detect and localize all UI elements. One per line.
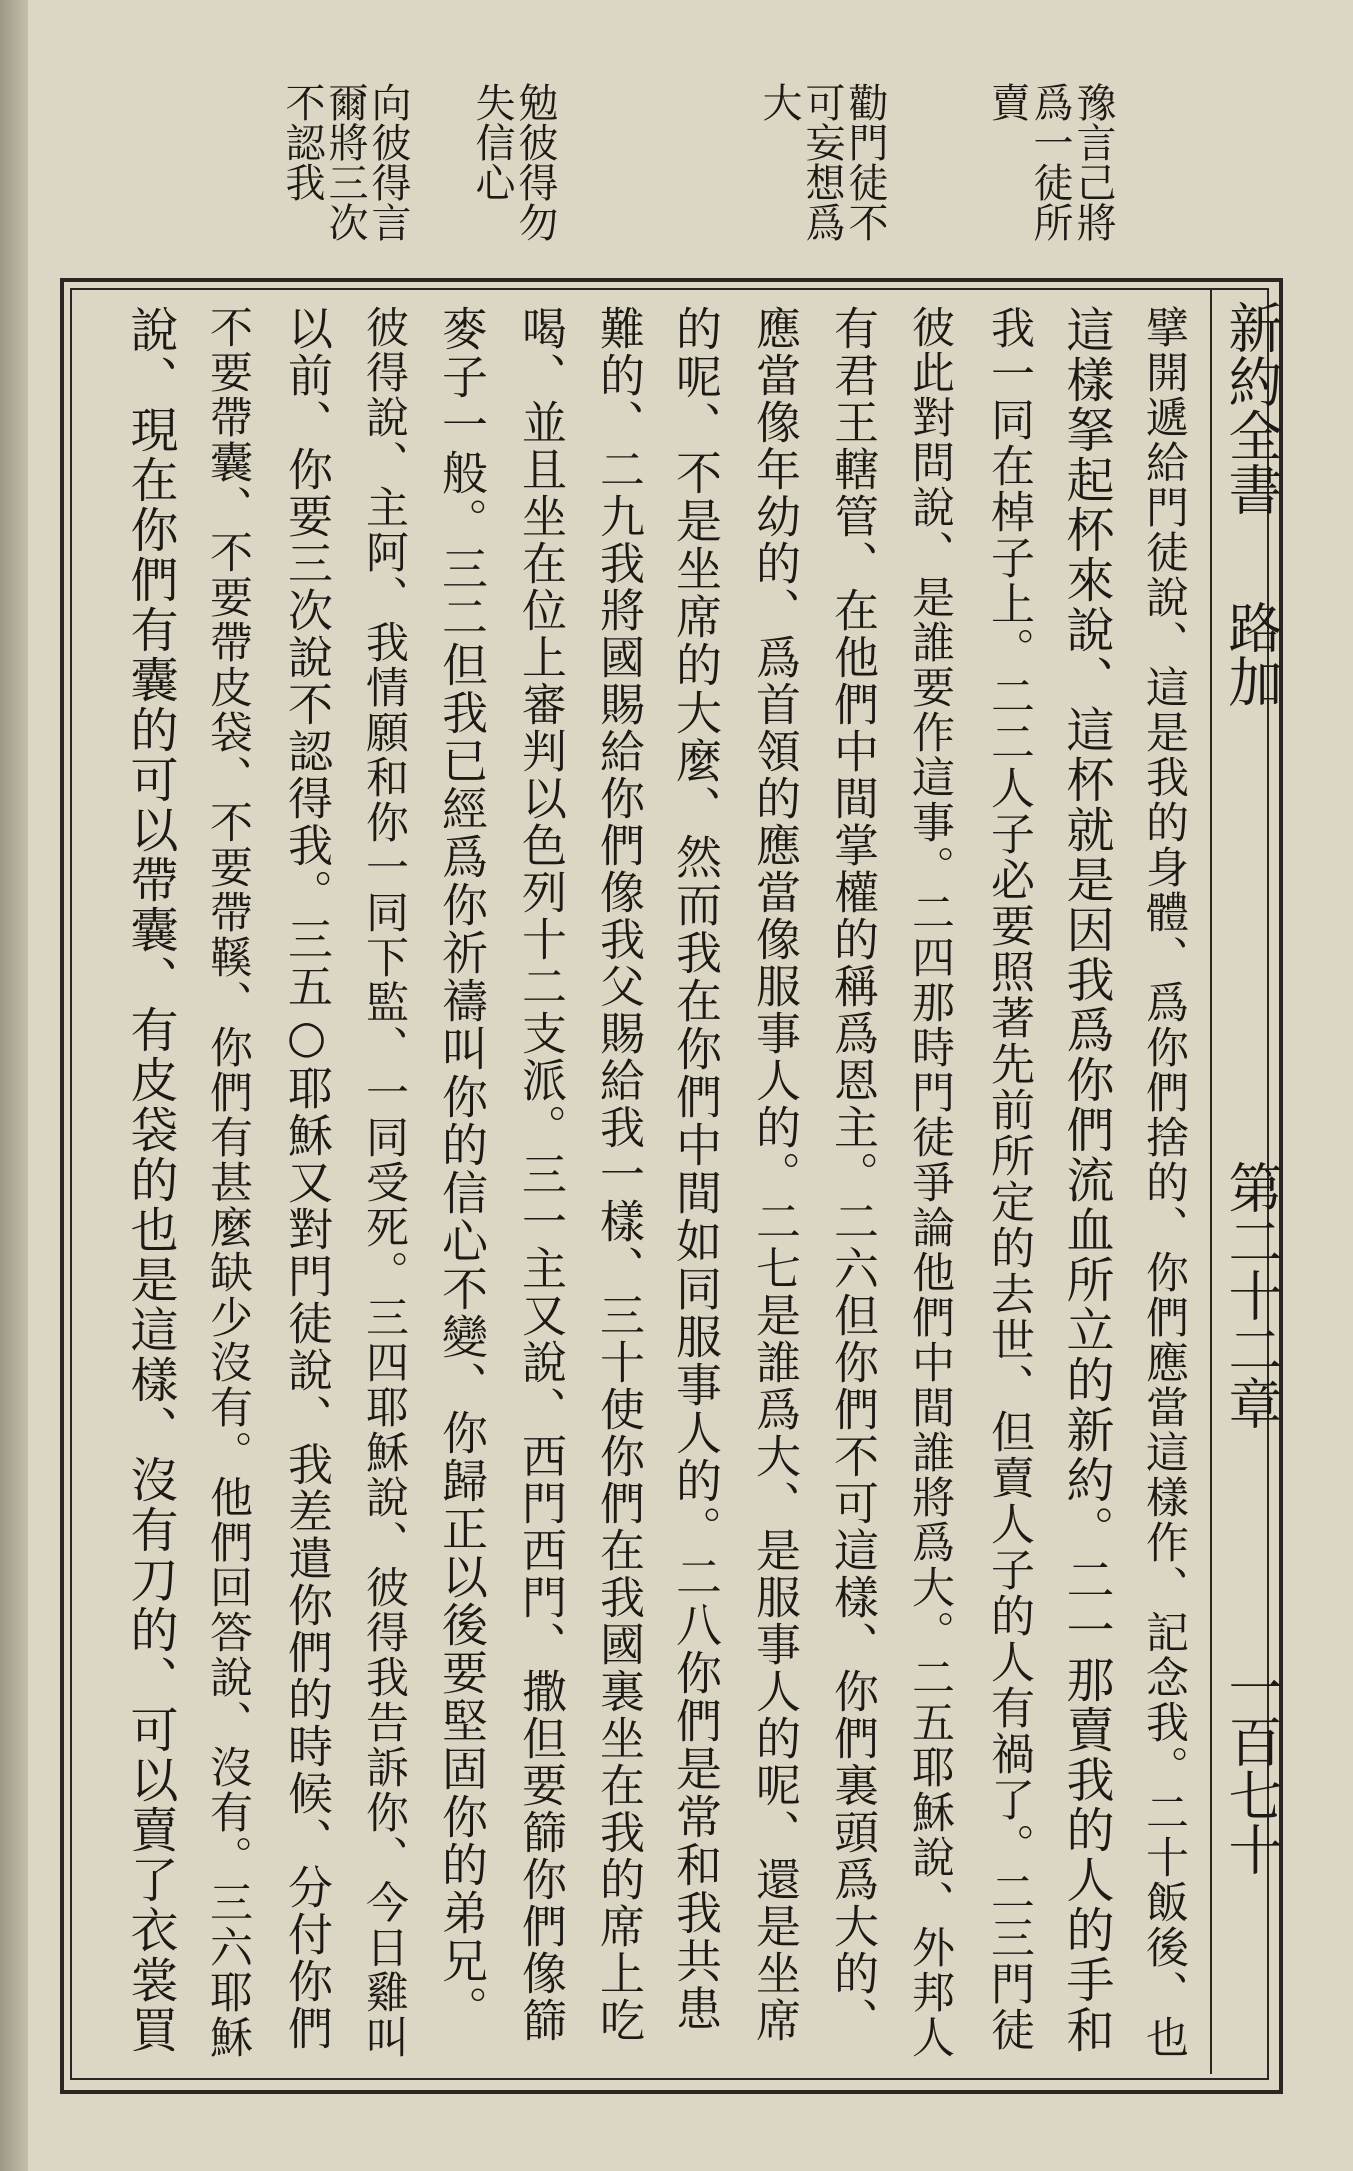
chapter-label: 第二十二章 [1220, 1160, 1283, 1430]
text-column: 以前、你要三次說不認得我。三五○耶穌又對門徒說、我差遣你們的時候、分付你們 [280, 305, 333, 2052]
text-column: 彼此對問說、是誰要作這事。二四那時門徒爭論他們中間誰將爲大。二五耶穌說、外邦人 [905, 305, 955, 2060]
marginal-note-line: 大 [756, 82, 802, 122]
marginal-note-line: 失信心 [469, 82, 515, 202]
text-column: 這樣拏起杯來說、這杯就是因我爲你們流血所立的新約。二一那賣我的人的手和 [1058, 305, 1114, 2055]
text-column: 我一同在棹子上。二二人子必要照著先前所定的去世、但賣人子的人有禍了。二三門徒 [983, 305, 1034, 2053]
text-column: 說、現在你們有囊的可以帶囊、有皮袋的也是這樣、沒有刀的、可以賣了衣裳買 [122, 305, 178, 2055]
marginal-note-line: 勸門徒不 [842, 82, 888, 242]
header-divider [1210, 290, 1212, 2074]
text-column: 難的、二九我將國賜給你們像我父賜給我一樣、三十使你們在我國裏坐在我的席上吃 [592, 305, 645, 2044]
text-column: 喝、並且坐在位上審判以色列十二支派。三一主又說、西門西門、撒但要篩你們像篩 [514, 305, 567, 2044]
marginal-note-line: 賣 [984, 82, 1030, 122]
body-text [95, 305, 1200, 2065]
text-column: 彼得說、主阿、我情願和你一同下監、一同受死。三四耶穌說、彼得我告訴你、今日雞叫 [359, 305, 409, 2060]
marginal-note-line: 勉彼得勿 [512, 82, 558, 242]
marginal-note [470, 82, 556, 282]
marginal-note-line: 向彼得言 [365, 82, 411, 242]
text-column: 應當像年幼的、爲首領的應當像服事人的。二七是誰爲大、是服事人的呢、還是坐席 [748, 305, 801, 2044]
top-marginal-notes [0, 82, 1353, 282]
book-title: 新約全書 [1220, 300, 1283, 516]
marginal-note [985, 82, 1114, 282]
book-name: 路加 [1220, 600, 1283, 708]
marginal-note-line: 爾將三次 [322, 82, 368, 242]
text-column: 的呢、不是坐席的大麼、然而我在你們中間如同服事人的。二八你們是常和我共患 [669, 305, 723, 2033]
marginal-note-line: 豫言己將 [1070, 82, 1116, 242]
text-column: 不要帶囊、不要帶皮袋、不要帶鞵、你們有甚麼缺少沒有。他們回答說、沒有。三六耶穌 [203, 305, 253, 2060]
marginal-note [757, 82, 886, 282]
running-header [1218, 300, 1284, 2060]
text-column: 麥子一般。三二但我已經爲你祈禱叫你的信心不變、你歸正以後要堅固你的弟兄。 [435, 305, 489, 2033]
marginal-note-line: 爲一徒所 [1027, 82, 1073, 242]
marginal-note-line: 不認我 [279, 82, 325, 202]
text-column: 擘開遞給門徒說、這是我的身體、爲你們捨的、你們應當這樣作、記念我。二十飯後、也 [1139, 305, 1189, 2060]
text-column: 有君王轄管、在他們中間掌權的稱爲恩主。二六但你們不可這樣、你們裏頭爲大的、 [826, 305, 879, 2044]
marginal-note [280, 82, 409, 282]
marginal-note-line: 可妄想爲 [799, 82, 845, 242]
page-number: 一百七十 [1220, 1660, 1283, 1876]
book-spine-edge [0, 0, 28, 2171]
